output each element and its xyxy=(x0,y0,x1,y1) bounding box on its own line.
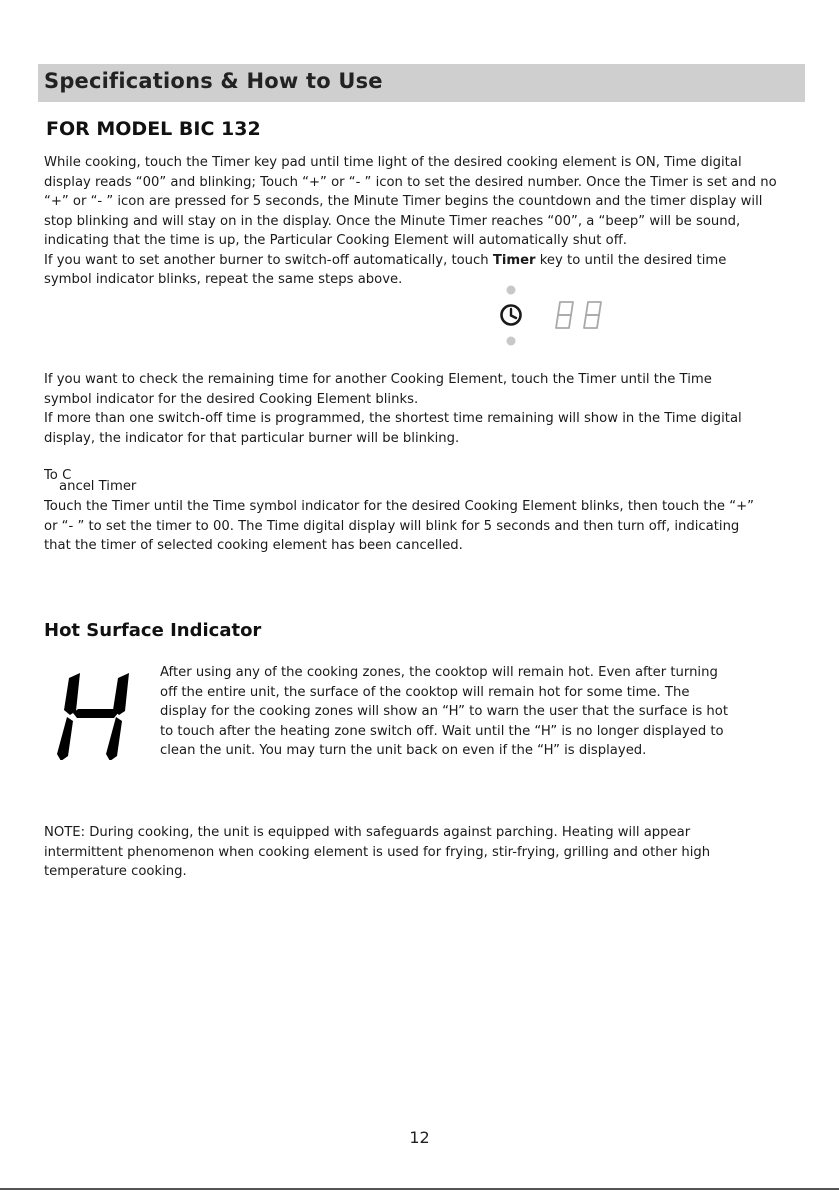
text-line: Touch the Timer until the Time symbol indicator for the desired Cooking Element blinks, then touch the “+” xyxy=(44,499,754,514)
text-line: After using any of the cooking zones, the cooktop will remain hot. Even after turning xyxy=(160,665,718,680)
timer-display-diagram xyxy=(494,282,614,350)
bottom-rule xyxy=(0,1188,839,1190)
model-title: FOR MODEL BIC 132 xyxy=(46,118,261,140)
clock-icon xyxy=(502,306,521,325)
heading-fragment: To C xyxy=(44,468,72,483)
seven-segment-digit xyxy=(556,302,573,328)
text-fragment: If you want to set another burner to switch-off automatically, touch xyxy=(44,252,493,268)
h-symbol-icon xyxy=(54,672,134,760)
cancel-paragraph xyxy=(44,497,754,556)
text-line: display, the indicator for that particular burner will be blinking. xyxy=(44,430,460,446)
section-header-bar xyxy=(38,64,805,102)
text-fragment: key to until the desired time xyxy=(535,252,727,268)
page-number: 12 xyxy=(409,1128,430,1147)
heading-fragment: ancel Timer xyxy=(59,479,137,494)
text-line: If you want to check the remaining time for another Cooking Element, touch the Timer until the Time xyxy=(44,372,712,387)
text-line: display reads “00” and blinking; Touch “+” or “- ” icon to set the desired number. Once the Timer is set and no xyxy=(44,174,777,190)
text-line: to touch after the heating zone switch off. Wait until the “H” is no longer displayed to xyxy=(160,723,724,739)
text-line: If more than one switch-off time is programmed, the shortest time remaining will show in the Time digital xyxy=(44,411,742,426)
text-line: clean the unit. You may turn the unit back on even if the “H” is displayed. xyxy=(160,743,647,758)
hot-surface-title: Hot Surface Indicator xyxy=(44,620,262,641)
text-line: stop blinking and will stay on in the display. Once the Minute Timer reaches “00”, a “beep” will be sound, xyxy=(44,213,741,229)
text-line: that the timer of selected cooking element has been cancelled. xyxy=(44,538,463,553)
text-line: indicating that the time is up, the Particular Cooking Element will automatically shut off. xyxy=(44,233,627,248)
timer-key-label: Timer xyxy=(492,252,536,268)
text-line: display for the cooking zones will show an “H” to warn the user that the surface is hot xyxy=(160,704,729,719)
text-line: symbol indicator blinks, repeat the same steps above. xyxy=(44,272,403,287)
hot-surface-paragraph xyxy=(160,663,728,761)
text-line: While cooking, touch the Timer key pad until time light of the desired cooking element is ON, Time digital xyxy=(44,155,742,170)
text-line: or “- ” to set the timer to 00. The Time digital display will blink for 5 seconds and then turn off, indicating xyxy=(44,518,740,534)
text-line xyxy=(44,251,777,271)
indicator-dot-bottom xyxy=(507,337,516,346)
text-line: symbol indicator for the desired Cooking Element blinks. xyxy=(44,391,419,407)
text-line: “+” or “- ” icon are pressed for 5 seconds, the Minute Timer begins the countdown and the timer display will xyxy=(44,194,763,209)
seven-segment-digit xyxy=(584,302,601,328)
check-paragraph xyxy=(44,370,742,448)
text-line: off the entire unit, the surface of the cooktop will remain hot for some time. The xyxy=(160,684,690,700)
text-line: NOTE: During cooking, the unit is equipped with safeguards against parching. Heating will appear xyxy=(44,825,691,840)
text-line: temperature cooking. xyxy=(44,864,187,879)
text-line: intermittent phenomenon when cooking element is used for frying, stir-frying, grilling and other high xyxy=(44,844,711,860)
section-title: Specifications & How to Use xyxy=(44,69,383,93)
indicator-dot-top xyxy=(507,286,516,295)
intro-paragraph xyxy=(44,153,777,290)
note-paragraph xyxy=(44,823,710,882)
